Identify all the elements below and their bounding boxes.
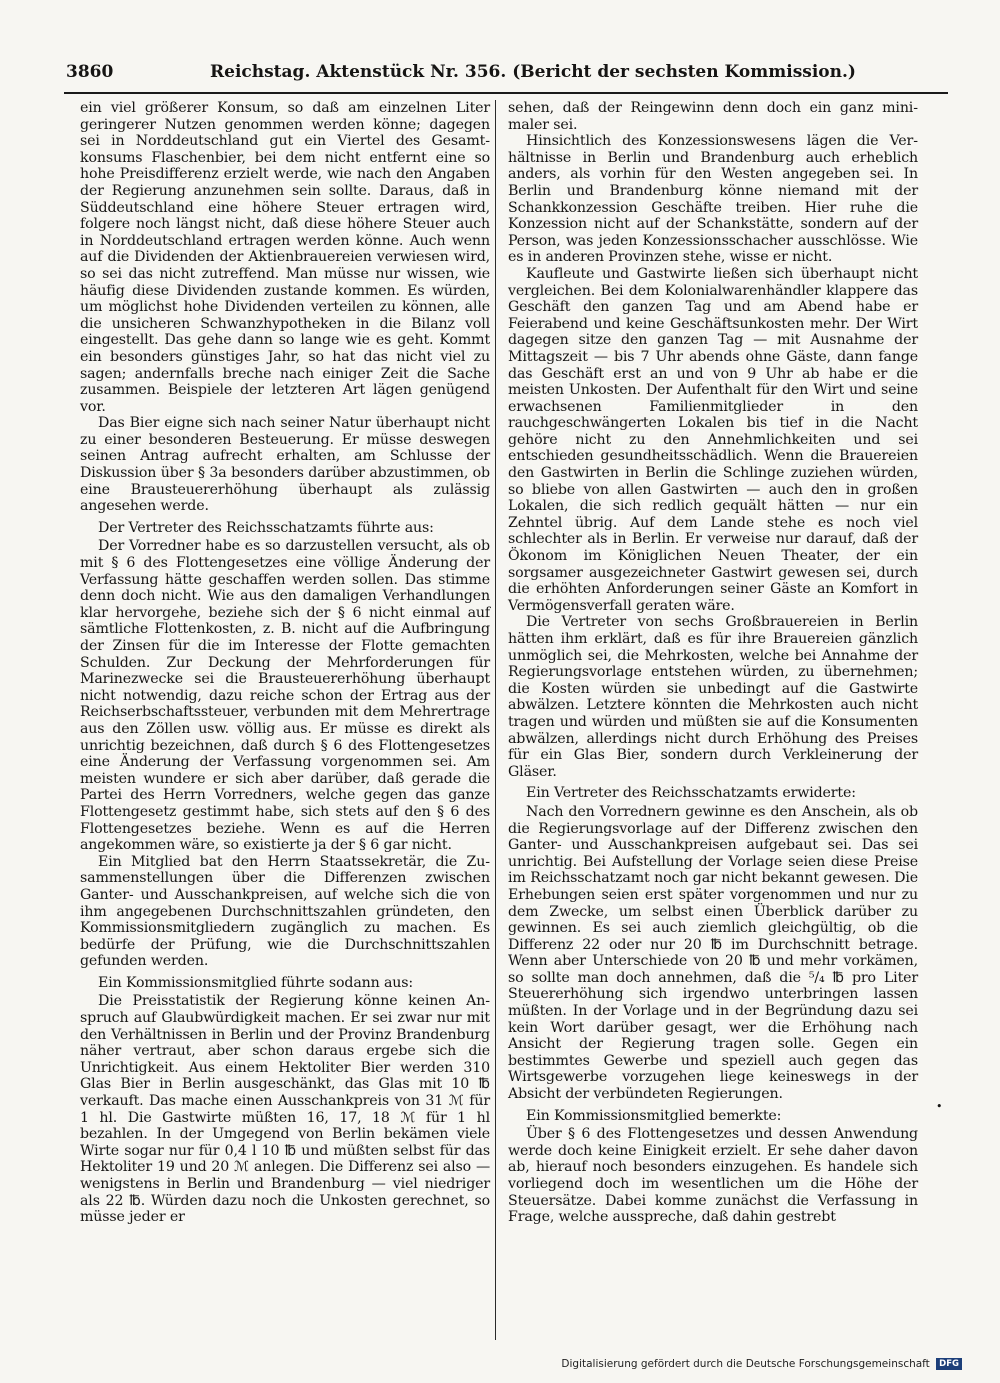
paragraph: Ein Mitglied bat den Herrn Staatssekretär, die Zusammenstellungen über die Differenzen zwischen Ganter- und Ausschankpreisen, auf welche sich die von ihm angegebenen Durchschnittszahlen gründeten, den Kommissionsmitgliedern zugänglich zu machen. Es bedürfe der Prüfung, wie die Durchschnittszahlen gefunden werden. — [80, 853, 490, 970]
page-header — [66, 60, 948, 88]
speaker-line: Ein Kommissionsmitglied führte sodann aus: — [98, 974, 414, 991]
speaker-line: Ein Vertreter des Reichsschatzamts erwiderte: — [526, 785, 856, 802]
dfg-logo-icon: DFG — [936, 1358, 962, 1370]
right-column — [508, 100, 918, 1226]
paragraph: Über § 6 des Flottengesetzes und dessen Anwendung werde doch keine Einigkeit erzielt. Er sehe daher davon ab, hierauf noch besonders einzugehen. Es handele sich vorliegend doch im wesentlichen um die Höhe der Steuersätze. Dabei komme zunächst die Verfassung in Frage, welche ausspreche, daß dahin gestrebt — [508, 1126, 918, 1226]
paragraph: Kaufleute und Gastwirte ließen sich überhaupt nicht vergleichen. Bei dem Kolonialwarenhändler klappere das Geschäft den ganzen Tag und am Abend habe er Feierabend und keine Geschäftsunkosten mehr. Der Wirt dagegen sitze den ganzen Tag — mit Ausnahme der Mittagszeit — bis 7 Uhr abends ohne Gäste, dann fange das Geschäft erst an und von 9 Uhr ab habe er die meisten Unkosten. Der Aufenthalt für den Wirt und seine erwachsenen Familienmitglieder in den rauchgeschwängerten Lokalen bis tief in die Nacht gehöre nicht zu den Annehmlichkeiten und sei entschieden gesundheitsschädlich. Wenn die Brauereien den Gastwirten in Berlin die Schlinge zuziehen würden, so bliebe von allen Gastwirten — auch den in großen Lokalen, die sich redlich gequält hätten — nur ein Zehntel übrig. Auf dem Lande stehe es noch viel schlechter als in Berlin. Er verweise nur darauf, daß der Ökonom im Königlichen Neuen Theater, der ein sorgsamer ausgezeichneter Gastwirt gewesen sei, durch die erhöhten Anforderungen seiner Gäste an Komfort in Vermögensverfall geraten wäre. — [508, 265, 918, 614]
paragraph: Das Bier eigne sich nach seiner Natur überhaupt nicht zu einer besonderen Besteuerung. Er müsse deswegen seinen Antrag aufrecht erhalten, am Schlusse der Diskussion über § 3a besonders darüber abzustimmen, ob eine Brausteuererhöhung überhaupt als zulässig angesehen werde. — [80, 415, 490, 515]
left-column — [80, 100, 490, 1226]
speaker-line: Der Vertreter des Reichsschatzamts führte aus: — [98, 519, 434, 536]
paragraph: Die Vertreter von sechs Großbrauereien in Berlin hätten ihm erklärt, daß es für ihre Brauereien gänzlich unmöglich sei, die Mehrkosten, welche bei Annahme der Regierungsvorlage entstehen würden, zu übernehmen; die Kosten würden sie unbedingt auf die Gastwirte abwälzen. Letztere könnten die Mehrkosten auch nicht tragen und würden und müßten sie auf die Konsumenten abwälzen, allerdings nicht durch Erhöhung des Preises für ein Glas Bier, sondern durch Verkleinerung der Gläser. — [508, 614, 918, 780]
paragraph: sehen, daß der Reingewinn denn doch ein ganz minimaler sei. — [508, 100, 918, 133]
paragraph: Der Vorredner habe es so darzustellen versucht, als ob mit § 6 des Flottengesetzes eine völlige Änderung der Verfassung hätte geschaffen werden sollen. Das stimme denn doch nicht. Wie aus den damaligen Verhandlungen klar hervorgehe, beziehe sich der § 6 nicht einmal auf sämtliche Flottenkosten, z. B. nicht auf die Aufbringung der Zinsen für die im Interesse der Flotte gemachten Schulden. Zur Deckung der Mehrforderungen für Marinezwecke sei die Brausteuererhöhung überhaupt nicht notwendig, dazu reiche schon der Ertrag aus der Reichserbschaftssteuer, verbunden mit dem Mehrertrage aus den Zöllen usw. völlig aus. Er müsse es direkt als unrichtig bezeichnen, daß durch § 6 des Flottengesetzes eine Änderung der Verfassung vorgenommen sei. Am meisten wundere er sich aber darüber, daß gerade die Partei des Herrn Vorredners, welche gegen das ganze Flottengesetz gestimmt habe, sich stets auf den § 6 des Flottengesetzes beziehe. Wenn es auf die Herren angekommen wäre, so existierte ja der § 6 gar nicht. — [80, 538, 490, 854]
page-number: 3860 — [66, 62, 114, 82]
paragraph: Hinsichtlich des Konzessionswesens lägen die Verhältnisse in Berlin und Brandenburg auch erheblich anders, als vorhin für den Westen angegeben sei. In Berlin und Brandenburg könne niemand mit der Schankkonzession Geschäfte treiben. Hier ruhe die Konzession nicht auf der Schankstätte, sondern auf der Person, was jeden Konzessionsschacher ausschlösse. Wie es in anderen Provinzen stehe, wisse er nicht. — [508, 133, 918, 266]
speaker-line: Ein Kommissionsmitglied bemerkte: — [526, 1107, 782, 1124]
column-divider — [495, 100, 496, 1340]
paragraph: Nach den Vorrednern gewinne es den Anschein, als ob die Regierungsvorlage auf der Differenz zwischen den Ganter- und Ausschankpreisen aufgebaut sei. Das sei unrichtig. Bei Aufstellung der Vorlage seien diese Preise im Reichsschatzamt noch gar nicht bekannt gewesen. Die Erhebungen seien erst später vorgenommen und nur zu dem Zwecke, um selbst einen Überblick darüber zu gewinnen. Es sei auch ziemlich gleichgültig, ob die Differenz 22 oder nur 20 ℔ im Durchschnitt betrage. Wenn aber Unterschiede von 20 ℔ und mehr vorkämen, so sollte man doch annehmen, daß die ⁵/₄ ℔ pro Liter Steuererhöhung sich irgendwo unterbringen lassen müßten. In der Vorlage und in der Begründung dazu sei kein Wort darüber gesagt, wer die Erhöhung nach Ansicht der Regierung tragen solle. Gegen ein bestimmtes Gewerbe und speziell auch gegen das Wirtsgewerbe vorzugehen liege keineswegs in der Absicht der verbündeten Regierungen. — [508, 803, 918, 1103]
paragraph: ein viel größerer Konsum, so daß am einzelnen Liter geringerer Nutzen genommen werden könne; dagegen sei in Norddeutschland gut ein Viertel des Gesamtkonsums Flaschenbier, bei dem nicht entfernt eine so hohe Preisdifferenz erzielt werde, wie nach den Angaben der Regierung anzunehmen sein sollte. Daraus, daß in Süddeutschland eine höhere Steuer ertragen wird, folgere noch längst nicht, daß diese höhere Steuer auch in Norddeutschland ertragen werden könne. Auch wenn auf die Dividenden der Aktienbrauereien verwiesen wird, so sei das nicht zutreffend. Man müsse nur wissen, wie häufig diese Dividenden zustande kommen. Es würden, um möglichst hohe Dividenden verteilen zu können, alle die unsicheren Schwanzhypotheken in die Bilanz voll eingestellt. Das gehe dann so lange wie es geht. Kommt ein besonders günstiges Jahr, so hat das nicht viel zu sagen; andernfalls breche nach einiger Zeit die Sache zusammen. Beispiele der letzteren Art lägen genügend vor. — [80, 100, 490, 415]
margin-mark: • — [936, 1100, 943, 1113]
footer-text: Digitalisierung gefördert durch die Deutsche Forschungsgemeinschaft — [561, 1358, 930, 1370]
running-title: Reichstag. Aktenstück Nr. 356. (Bericht der sechsten Kommission.) — [210, 62, 856, 82]
header-rule — [64, 92, 948, 94]
digitization-footer — [561, 1358, 962, 1370]
paragraph: Die Preisstatistik der Regierung könne keinen Anspruch auf Glaubwürdigkeit machen. Er sei zwar nur mit den Verhältnissen in Berlin und der Provinz Brandenburg näher vertraut, aber schon daraus ergebe sich die Unrichtigkeit. Aus einem Hektoliter Bier werden 310 Glas Bier in Berlin ausgeschänkt, das Glas mit 10 ℔ verkauft. Das mache einen Ausschankpreis von 31 ℳ für 1 hl. Die Gastwirte müßten 16, 17, 18 ℳ für 1 hl bezahlen. In der Umgegend von Berlin bekämen viele Wirte sogar nur für 0,4 l 10 ℔ und müßten selbst für das Hektoliter 19 und 20 ℳ anlegen. Die Differenz sei also — wenigstens in Berlin und Brandenburg — viel niedriger als 22 ℔. Würden dazu noch die Unkosten gerechnet, so müsse jeder er — [80, 993, 490, 1226]
